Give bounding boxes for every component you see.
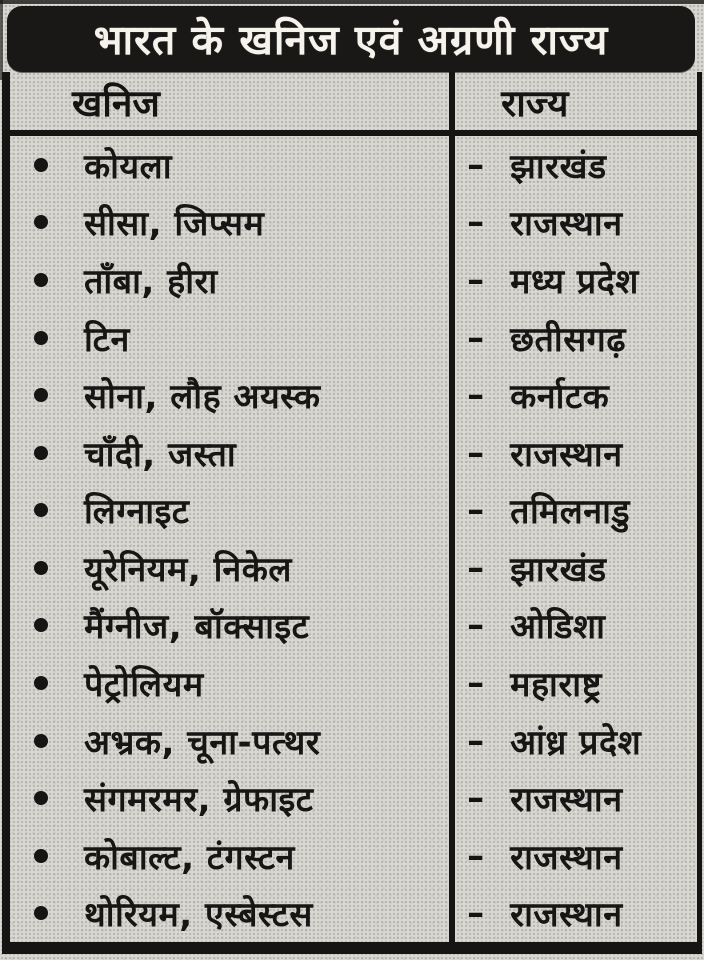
mineral-label: यूरेनियम, निकेल <box>84 549 292 590</box>
mineral-label: सोना, लौह अयस्क <box>84 377 321 418</box>
mineral-cell <box>10 885 455 943</box>
state-cell <box>455 885 697 943</box>
dash-icon: – <box>467 202 485 243</box>
mineral-label: कोबाल्ट, टंगस्टन <box>84 837 295 878</box>
mineral-label: लिग्नाइट <box>84 492 190 533</box>
state-cell <box>455 654 697 712</box>
mineral-cell <box>10 136 455 194</box>
state-label: झारखंड <box>510 146 607 187</box>
table-row <box>10 654 697 712</box>
state-cell <box>455 194 697 252</box>
bullet-icon <box>34 388 48 402</box>
mineral-cell <box>10 366 455 424</box>
mineral-label: ताँबा, हीरा <box>84 261 218 302</box>
table-row <box>10 251 697 309</box>
state-cell <box>455 366 697 424</box>
dash-icon: – <box>467 432 485 473</box>
state-cell <box>455 481 697 539</box>
table-row <box>10 712 697 770</box>
state-cell <box>455 769 697 827</box>
table-row <box>10 481 697 539</box>
header-cell-state <box>455 72 697 130</box>
bullet-icon <box>34 158 48 172</box>
dash-icon: – <box>467 720 485 761</box>
table-row <box>10 366 697 424</box>
table-row <box>10 309 697 367</box>
bullet-icon <box>34 618 48 632</box>
dash-icon: – <box>467 375 485 416</box>
minerals-table <box>2 72 702 954</box>
state-label: मध्य प्रदेश <box>510 261 639 302</box>
table-row <box>10 597 697 655</box>
mineral-label: चाँदी, जस्ता <box>84 434 237 475</box>
state-label: राजस्थान <box>510 434 623 475</box>
mineral-cell <box>10 309 455 367</box>
mineral-label: संगमरमर, ग्रेफाइट <box>84 780 314 821</box>
bullet-icon <box>34 503 48 517</box>
scan-edge-top <box>0 0 704 4</box>
table-row <box>10 885 697 943</box>
state-cell <box>455 539 697 597</box>
state-label: तमिलनाडु <box>510 492 631 533</box>
dash-icon: – <box>467 547 485 588</box>
state-label: झारखंड <box>510 549 607 590</box>
bullet-icon <box>34 331 48 345</box>
mineral-cell <box>10 539 455 597</box>
bullet-icon <box>34 791 48 805</box>
mineral-cell <box>10 194 455 252</box>
dash-icon: – <box>467 893 485 934</box>
state-label: राजस्थान <box>510 837 623 878</box>
dash-icon: – <box>467 662 485 703</box>
table-row <box>10 194 697 252</box>
state-label: छतीसगढ़ <box>510 319 626 360</box>
header-state-label: राज्य <box>501 81 569 125</box>
bullet-icon <box>34 273 48 287</box>
mineral-cell <box>10 769 455 827</box>
table-body <box>10 136 697 942</box>
table-row <box>10 136 697 194</box>
state-label: राजस्थान <box>510 895 623 936</box>
mineral-label: अभ्रक, चूना-पत्थर <box>84 722 321 763</box>
mineral-label: सीसा, जिप्सम <box>84 204 265 245</box>
state-cell <box>455 251 697 309</box>
mineral-cell <box>10 827 455 885</box>
state-cell <box>455 827 697 885</box>
state-cell <box>455 424 697 482</box>
header-mineral-label: खनिज <box>72 81 160 125</box>
state-label: राजस्थान <box>510 780 623 821</box>
table-row <box>10 827 697 885</box>
mineral-cell <box>10 712 455 770</box>
mineral-label: कोयला <box>84 146 172 187</box>
page-title: भारत के खनिज एवं अग्रणी राज्य <box>93 16 609 64</box>
table-row <box>10 539 697 597</box>
mineral-label: मैंग्नीज, बॉक्साइट <box>84 607 310 648</box>
page-title-band <box>7 6 695 72</box>
mineral-label: थोरियम, एस्बेस्टस <box>84 895 313 936</box>
bullet-icon <box>34 446 48 460</box>
scan-edge-left <box>0 0 3 80</box>
dash-icon: – <box>467 490 485 531</box>
state-cell <box>455 597 697 655</box>
bullet-icon <box>34 215 48 229</box>
state-label: कर्नाटक <box>510 377 610 418</box>
bullet-icon <box>34 849 48 863</box>
dash-icon: – <box>467 144 485 185</box>
bullet-icon <box>34 734 48 748</box>
table-header-row <box>10 72 697 136</box>
bullet-icon <box>34 561 48 575</box>
state-cell <box>455 712 697 770</box>
bullet-icon <box>34 676 48 690</box>
state-label: राजस्थान <box>510 204 623 245</box>
state-label: आंध्र प्रदेश <box>510 722 642 763</box>
state-label: ओडिशा <box>510 607 606 648</box>
dash-icon: – <box>467 259 485 300</box>
mineral-cell <box>10 251 455 309</box>
dash-icon: – <box>467 605 485 646</box>
mineral-label: टिन <box>84 319 130 360</box>
header-cell-mineral <box>10 72 455 130</box>
state-cell <box>455 136 697 194</box>
state-cell <box>455 309 697 367</box>
bullet-icon <box>34 906 48 920</box>
mineral-cell <box>10 424 455 482</box>
mineral-cell <box>10 597 455 655</box>
state-label: महाराष्ट्र <box>510 664 602 705</box>
mineral-cell <box>10 481 455 539</box>
table-row <box>10 424 697 482</box>
mineral-cell <box>10 654 455 712</box>
dash-icon: – <box>467 778 485 819</box>
mineral-label: पेट्रोलियम <box>84 664 204 705</box>
dash-icon: – <box>467 835 485 876</box>
table-row <box>10 769 697 827</box>
dash-icon: – <box>467 317 485 358</box>
